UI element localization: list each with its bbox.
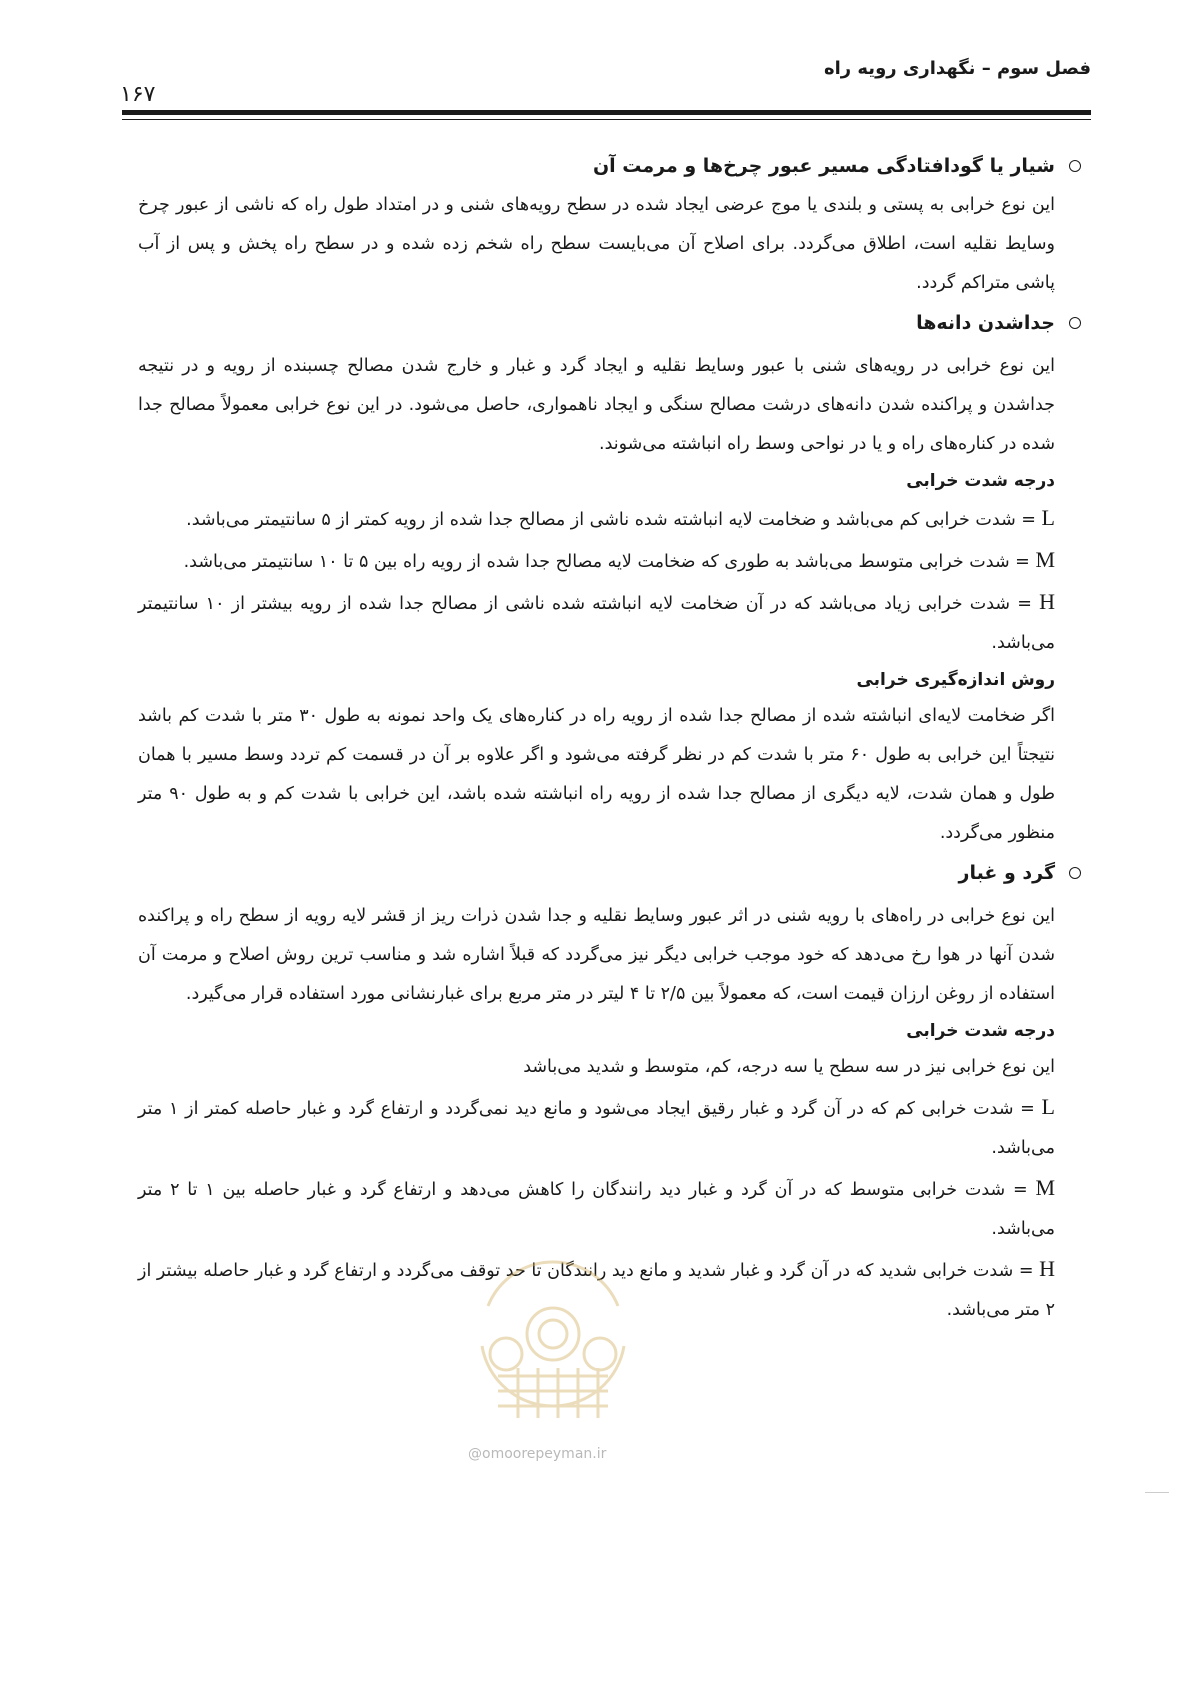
severity-text: = شدت خرابی زیاد می‌باشد که در آن ضخامت لایه انباشته شده ناشی از مصالح جدا شده از رویه بیشتر از ۱۰ سانتیمتر می‌باشد. xyxy=(138,594,1055,653)
severity-item xyxy=(138,1087,1083,1168)
corner-mark xyxy=(1145,1492,1169,1493)
page-body xyxy=(138,146,1083,1330)
body-paragraph: این نوع خرابی به پستی و بلندی یا موج عرضی ایجاد شده در سطح رویه‌های شنی و در امتداد طول راه که ناشی از عبور چرخ وسایط نقلیه است، اطلاق می‌گردد. برای اصلاح آن می‌بایست سطح راه شخم زده شده و در سطح راه پخش و پس از آب پاشی متراکم گردد. xyxy=(138,195,1055,293)
severity-item xyxy=(138,582,1083,663)
running-title: فصل سوم – نگهداری رویه راه xyxy=(823,58,1091,79)
subsection-title: درجه شدت خرابی xyxy=(906,1021,1055,1041)
severity-item xyxy=(138,1249,1083,1330)
body-paragraph: این نوع خرابی در رویه‌های شنی با عبور وسایط نقلیه و ایجاد گرد و غبار و خارج شدن مصالح چسبنده از رویه و در نتیجه جداشدن و پراکنده شدن دانه‌های درشت مصالح سنگی و ایجاد ناهمواری، حاصل می‌شود. در این نوع خرابی معمولاً مصالح جدا شده در کناره‌های راه و یا در نواحی وسط راه انباشته می‌شوند. xyxy=(138,356,1055,454)
severity-text: = شدت خرابی متوسط که در آن گرد و غبار دید رانندگان را کاهش می‌دهد و ارتفاع گرد و غبار حاصله بین ۱ تا ۲ متر می‌باشد. xyxy=(138,1180,1055,1239)
severity-item xyxy=(138,1168,1083,1249)
severity-intro: این نوع خرابی نیز در سه سطح یا سه درجه، کم، متوسط و شدید می‌باشد xyxy=(523,1057,1055,1077)
subsection-title: درجه شدت خرابی xyxy=(906,471,1055,491)
severity-text: = شدت خرابی کم که در آن گرد و غبار رقیق ایجاد می‌شود و مانع دید نمی‌گردد و ارتفاع گرد و غبار حاصله کمتر از ۱ متر می‌باشد. xyxy=(138,1099,1055,1158)
section-title: شیار یا گودافتادگی مسیر عبور چرخ‌ها و مرمت آن xyxy=(592,155,1055,177)
section-title: جداشدن دانه‌ها xyxy=(916,312,1055,334)
circle-bullet-icon xyxy=(1069,317,1081,329)
section-heading xyxy=(138,853,1083,893)
body-paragraph: این نوع خرابی در راه‌های با رویه شنی در اثر عبور وسایط نقلیه و جدا شدن ذرات ریز از قشر لایه رویه از سطح راه و پراکنده شدن آنها در هوا رخ می‌دهد که خود موجب خرابی دیگر نیز می‌گردد که قبلاً اشاره شد و مناسب ترین روش اصلاح و مرمت آن استفاده از روغن ارزان قیمت است، که معمولاً بین ۲/۵ تا ۴ لیتر در متر مربع برای غبارنشانی مورد استفاده قرار می‌گیرد. xyxy=(138,906,1055,1004)
severity-text: = شدت خرابی متوسط می‌باشد به طوری که ضخامت لایه مصالح جدا شده از رویه راه بین ۵ تا ۱۰ سانتیمتر می‌باشد. xyxy=(183,552,1030,572)
section-heading xyxy=(138,303,1083,343)
page-number: ۱۶۷ xyxy=(120,82,156,107)
severity-letter: M xyxy=(1035,547,1055,572)
severity-item xyxy=(138,540,1083,582)
section-title: گرد و غبار xyxy=(958,862,1055,884)
severity-letter: M xyxy=(1035,1175,1056,1200)
severity-letter: L xyxy=(1041,1094,1055,1119)
severity-item xyxy=(138,498,1083,540)
header-rule-thin xyxy=(122,119,1091,120)
body-paragraph: اگر ضخامت لایه‌ای انباشته شده از مصالح جدا شده از رویه راه در کناره‌های یک واحد نمونه به طول ۳۰ متر با شدت کم باشد نتیجتاً این خرابی به طول ۶۰ متر با شدت کم در نظر گرفته می‌شود و اگر علاوه بر آن در قسمت کم تردد وسط مسیر با همان طول و همان شدت، لایه دیگری از مصالح جدا شده از رویه راه انباشته شده باشد، این خرابی با شدت کم و به طول ۹۰ متر منظور می‌گردد. xyxy=(138,706,1056,843)
severity-letter: L xyxy=(1041,505,1055,530)
subsection-title: روش اندازه‌گیری خرابی xyxy=(856,670,1055,690)
watermark-url: @omoorepeyman.ir xyxy=(468,1446,607,1462)
severity-text: = شدت خرابی کم می‌باشد و ضخامت لایه انباشته شده ناشی از مصالح جدا شده از رویه کمتر از ۵ سانتیمتر می‌باشد. xyxy=(186,510,1036,530)
circle-bullet-icon xyxy=(1069,867,1081,879)
section-heading xyxy=(138,146,1083,186)
severity-letter: H xyxy=(1039,589,1055,614)
severity-letter: H xyxy=(1039,1256,1055,1281)
severity-text: = شدت خرابی شدید که در آن گرد و غبار شدید و مانع دید رانندگان تا حد توقف می‌گردد و ارتفاع گرد و غبار حاصله بیشتر از ۲ متر می‌باشد. xyxy=(138,1261,1055,1320)
circle-bullet-icon xyxy=(1069,160,1081,172)
header-rule-thick xyxy=(122,110,1091,115)
